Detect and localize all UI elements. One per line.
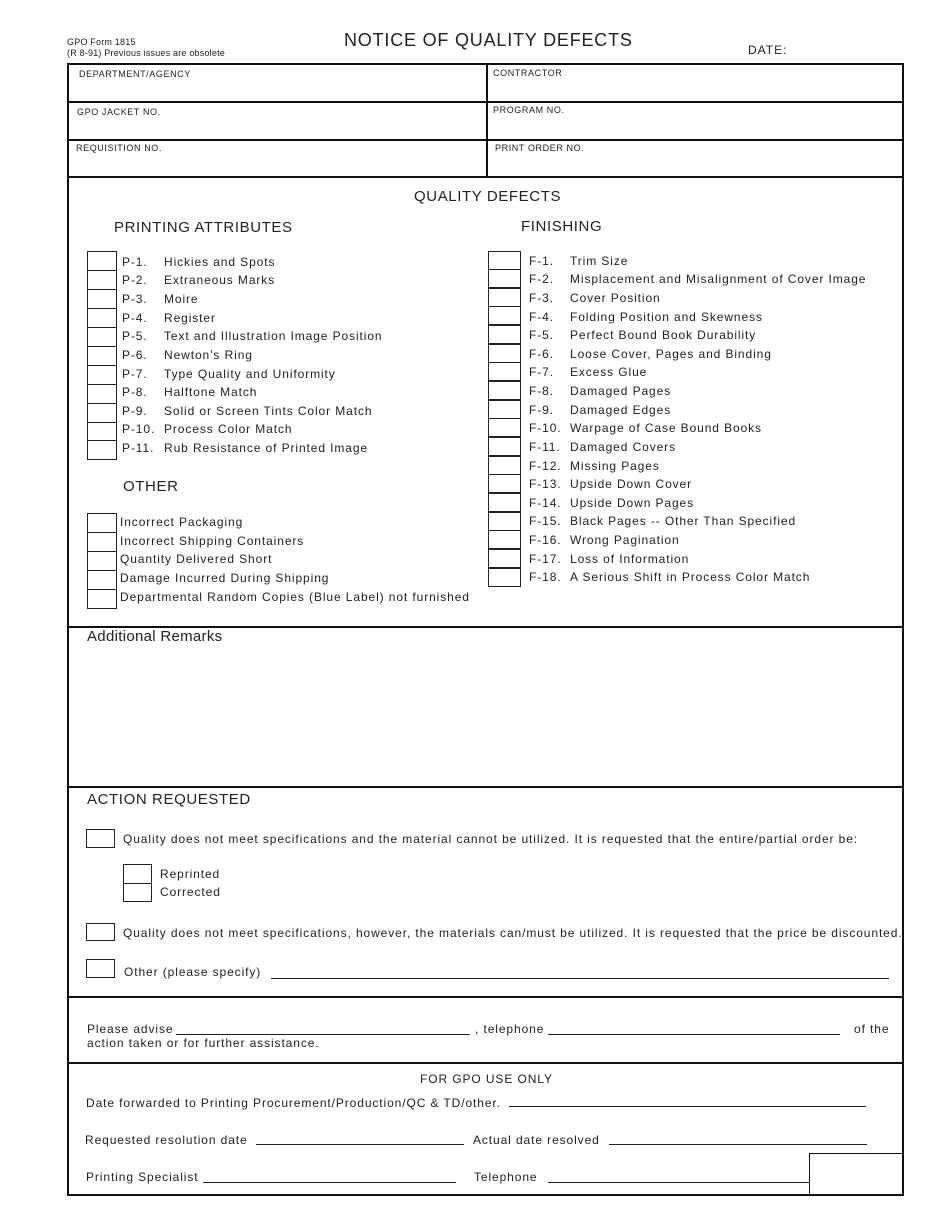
checkbox-f5[interactable]: [488, 325, 521, 344]
checkbox-f15[interactable]: [488, 512, 521, 531]
list-item: Incorrect Shipping Containers: [120, 534, 305, 548]
reprinted-label: Reprinted: [160, 867, 221, 881]
option-cannot-utilize-label: Quality does not meet specifications and the material cannot be utilized. It is requested that the entire/partial order be:: [123, 832, 859, 846]
corner-box: [809, 1153, 904, 1196]
checkbox-incorrect-shipping[interactable]: [87, 532, 117, 552]
date-forwarded-label: Date forwarded to Printing Procurement/Production/QC & TD/other.: [86, 1096, 501, 1110]
list-item: F-18. A Serious Shift in Process Color Match: [529, 570, 811, 584]
page-title: NOTICE OF QUALITY DEFECTS: [344, 30, 633, 50]
date-forwarded-input[interactable]: [509, 1106, 866, 1107]
quality-defects-title: QUALITY DEFECTS: [414, 188, 562, 205]
advise-line2: action taken or for further assistance.: [87, 1036, 320, 1050]
checkbox-f2[interactable]: [488, 269, 521, 288]
other-specify-input[interactable]: [271, 978, 889, 979]
gpo-telephone-input[interactable]: [548, 1182, 809, 1183]
list-item: F-9. Damaged Edges: [529, 403, 672, 417]
list-item: Quantity Delivered Short: [120, 552, 273, 566]
jacket-field[interactable]: GPO JACKET NO.: [77, 107, 161, 117]
actual-resolved-label: Actual date resolved: [473, 1133, 600, 1147]
list-item: F-15. Black Pages -- Other Than Specified: [529, 514, 797, 528]
checkbox-p8[interactable]: [87, 384, 117, 404]
list-item: P-10. Process Color Match: [122, 422, 293, 436]
list-item: F-16. Wrong Pagination: [529, 533, 680, 547]
list-item: Damage Incurred During Shipping: [120, 571, 330, 585]
printing-specialist-input[interactable]: [203, 1182, 456, 1183]
list-item: F-6. Loose Cover, Pages and Binding: [529, 347, 772, 361]
divider: [67, 1062, 904, 1064]
remarks-textarea[interactable]: [70, 650, 900, 782]
divider: [486, 63, 488, 177]
checkbox-p7[interactable]: [87, 365, 117, 385]
checkbox-f17[interactable]: [488, 549, 521, 568]
list-item: P-5. Text and Illustration Image Position: [122, 329, 383, 343]
list-item: P-7. Type Quality and Uniformity: [122, 367, 336, 381]
requisition-field[interactable]: REQUISITION NO.: [76, 143, 163, 153]
checkbox-f7[interactable]: [488, 362, 521, 381]
checkbox-f6[interactable]: [488, 344, 521, 363]
list-item: P-6. Newton’s Ring: [122, 348, 253, 362]
advise-name-input[interactable]: [176, 1034, 470, 1035]
printing-attributes-title: PRINTING ATTRIBUTES: [114, 219, 293, 236]
list-item: F-7. Excess Glue: [529, 365, 648, 379]
checkbox-p10[interactable]: [87, 422, 117, 442]
program-field[interactable]: PROGRAM NO.: [493, 105, 565, 115]
checkbox-p4[interactable]: [87, 308, 117, 328]
list-item: P-11. Rub Resistance of Printed Image: [122, 441, 368, 455]
form-number: GPO Form 1815: [67, 37, 136, 47]
checkbox-p3[interactable]: [87, 289, 117, 309]
please-advise-label: Please advise: [87, 1022, 174, 1036]
list-item: F-8. Damaged Pages: [529, 384, 672, 398]
checkbox-p2[interactable]: [87, 270, 117, 290]
option-discount-label: Quality does not meet specifications, however, the materials can/must be utilized. It is requested that the price be discounted.: [123, 926, 903, 940]
form-revision: (R 8-91) Previous issues are obsolete: [67, 48, 225, 58]
checkbox-f14[interactable]: [488, 493, 521, 512]
checkbox-f1[interactable]: [488, 251, 521, 270]
gpo-use-title: FOR GPO USE ONLY: [420, 1072, 553, 1086]
printing-specialist-label: Printing Specialist: [86, 1170, 199, 1184]
additional-remarks-title: Additional Remarks: [87, 628, 223, 645]
checkbox-other[interactable]: [86, 959, 115, 978]
list-item: F-12. Missing Pages: [529, 459, 660, 473]
other-specify-label: Other (please specify): [124, 965, 262, 979]
checkbox-p5[interactable]: [87, 327, 117, 347]
requested-resolution-label: Requested resolution date: [85, 1133, 248, 1147]
department-field[interactable]: DEPARTMENT/AGENCY: [79, 69, 191, 79]
divider: [67, 786, 904, 788]
requested-resolution-input[interactable]: [256, 1144, 464, 1145]
checkbox-f9[interactable]: [488, 400, 521, 419]
checkbox-corrected[interactable]: [123, 883, 152, 902]
divider: [67, 996, 904, 998]
list-item: F-17. Loss of Information: [529, 552, 690, 566]
list-item: P-1. Hickies and Spots: [122, 255, 276, 269]
checkbox-reprinted[interactable]: [123, 864, 152, 884]
checkbox-discount[interactable]: [86, 923, 115, 941]
list-item: F-1. Trim Size: [529, 254, 629, 268]
checkbox-quantity-short[interactable]: [87, 551, 117, 571]
checkbox-p1[interactable]: [87, 251, 117, 271]
checkbox-p11[interactable]: [87, 440, 117, 460]
actual-resolved-input[interactable]: [609, 1144, 867, 1145]
list-item: F-11. Damaged Covers: [529, 440, 676, 454]
checkbox-f16[interactable]: [488, 530, 521, 549]
print-order-field[interactable]: PRINT ORDER NO.: [495, 143, 585, 153]
checkbox-f8[interactable]: [488, 381, 521, 400]
list-item: Departmental Random Copies (Blue Label) not furnished: [120, 590, 470, 604]
list-item: F-13. Upside Down Cover: [529, 477, 693, 491]
action-requested-title: ACTION REQUESTED: [87, 791, 251, 808]
checkbox-p6[interactable]: [87, 346, 117, 366]
list-item: F-5. Perfect Bound Book Durability: [529, 328, 757, 342]
corrected-label: Corrected: [160, 885, 221, 899]
list-item: F-2. Misplacement and Misalignment of Cover Image: [529, 272, 867, 286]
advise-telephone-input[interactable]: [548, 1034, 840, 1035]
checkbox-f12[interactable]: [488, 456, 521, 475]
checkbox-p9[interactable]: [87, 403, 117, 423]
finishing-title: FINISHING: [521, 218, 603, 235]
list-item: P-9. Solid or Screen Tints Color Match: [122, 404, 373, 418]
gpo-telephone-label: Telephone: [474, 1170, 538, 1184]
list-item: F-14. Upside Down Pages: [529, 496, 695, 510]
other-title: OTHER: [123, 478, 179, 495]
checkbox-f10[interactable]: [488, 418, 521, 437]
contractor-field[interactable]: CONTRACTOR: [493, 68, 563, 78]
list-item: Incorrect Packaging: [120, 515, 244, 529]
checkbox-f3[interactable]: [488, 288, 521, 307]
list-item: F-3. Cover Position: [529, 291, 661, 305]
of-the-label: of the: [854, 1022, 890, 1036]
checkbox-incorrect-packaging[interactable]: [87, 513, 117, 533]
list-item: P-2. Extraneous Marks: [122, 273, 276, 287]
checkbox-f18[interactable]: [488, 568, 521, 587]
checkbox-f4[interactable]: [488, 306, 521, 325]
checkbox-cannot-utilize[interactable]: [86, 829, 115, 848]
checkbox-f11[interactable]: [488, 437, 521, 456]
date-label: DATE:: [748, 43, 788, 57]
list-item: P-4. Register: [122, 311, 216, 325]
telephone-label: , telephone: [475, 1022, 545, 1036]
checkbox-damage-shipping[interactable]: [87, 570, 117, 590]
checkbox-f13[interactable]: [488, 474, 521, 493]
list-item: F-10. Warpage of Case Bound Books: [529, 421, 762, 435]
list-item: P-3. Moire: [122, 292, 199, 306]
list-item: F-4. Folding Position and Skewness: [529, 310, 763, 324]
checkbox-random-copies[interactable]: [87, 589, 117, 609]
list-item: P-8. Halftone Match: [122, 385, 258, 399]
